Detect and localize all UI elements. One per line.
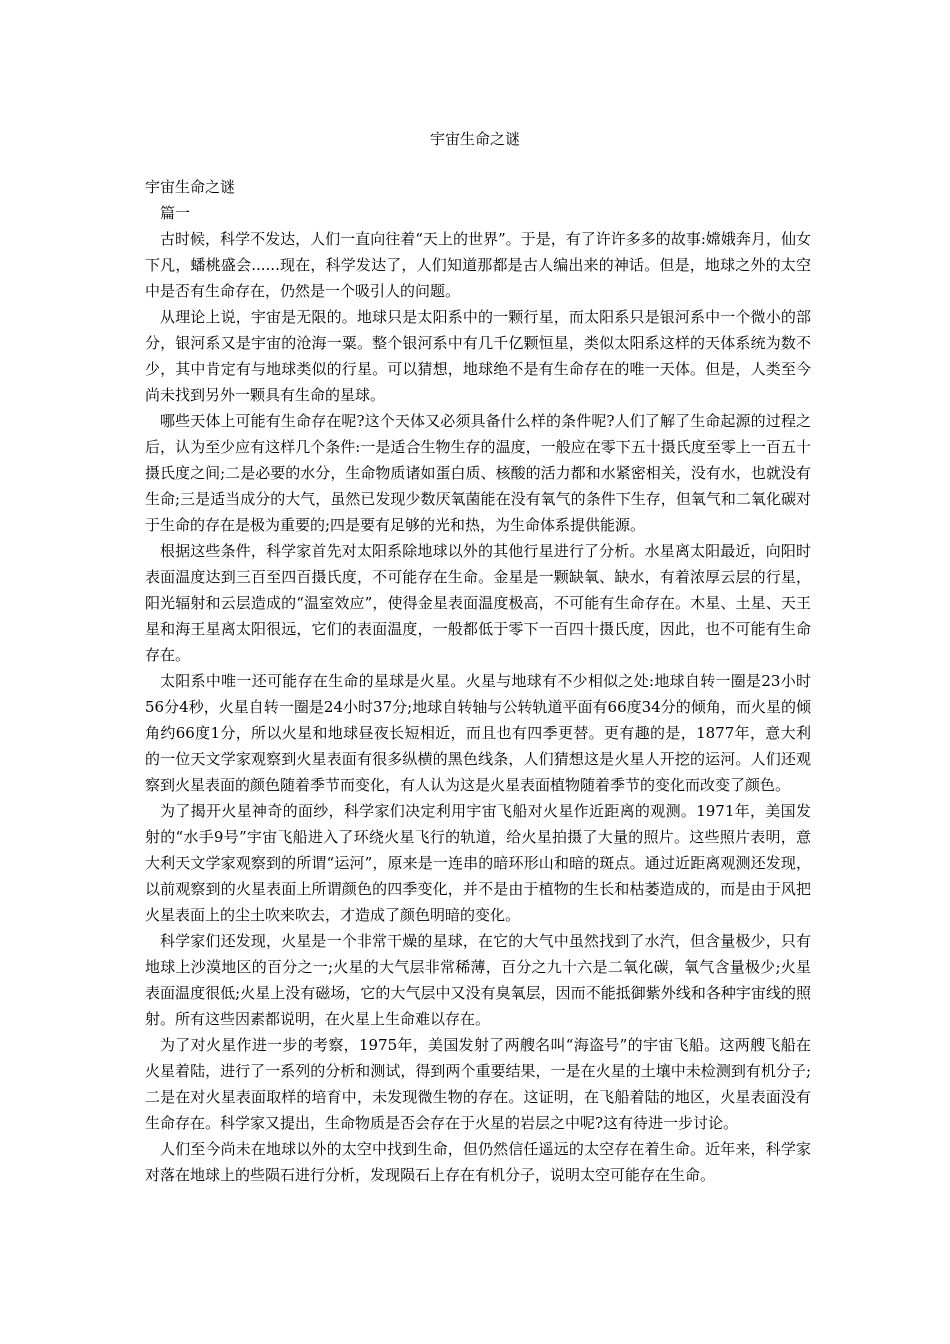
paragraph-4: 根据这些条件，科学家首先对太阳系除地球以外的其他行星进行了分析。水星离太阳最近，向阳时表面温度达到三百至四百摄氏度，不可能存在生命。金星是一颗缺氧、缺水，有着浓厚云层的行星，阳光辐射和云层造成的“温室效应”，使得金星表面温度极高，不可能有生命存在。木星、土星、天王星和海王星离太阳很远，它们的表面温度，一般都低于零下一百四十摄氏度，因此，也不可能有生命存在。	[145, 542, 811, 664]
paragraph-5: 太阳系中唯一还可能存在生命的星球是火星。火星与地球有不少相似之处:地球自转一圈是23小时56分4秒，火星自转一圈是24小时37分;地球自转轴与公转轨道平面有66度34分的倾角，而火星的倾角约66度1分，所以火星和地球昼夜长短相近，而且也有四季更替。更有趣的是，1877年，意大利的一位天文学家观察到火星表面有很多纵横的黑色线条，人们猜想这是火星人开挖的运河。人们还观察到火星表面的颜色随着季节而变化，有人认为这是火星表面植物随着季节的变化而改变了颜色。	[145, 672, 811, 794]
paragraph-7: 科学家们还发现，火星是一个非常干燥的星球，在它的大气中虽然找到了水汽，但含量极少，只有地球上沙漠地区的百分之一;火星的大气层非常稀薄，百分之九十六是二氧化碳，氧气含量极少;火星表面温度很低;火星上没有磁场，它的大气层中又没有臭氧层，因而不能抵御紫外线和各种宇宙线的照射。所有这些因素都说明，在火星上生命难以存在。	[145, 932, 811, 1028]
section-label: 篇一	[160, 204, 191, 222]
paragraph-9: 人们至今尚未在地球以外的太空中找到生命，但仍然信任遥远的太空存在着生命。近年来，科学家对落在地球上的些陨石进行分析，发现陨石上存在有机分子，说明太空可能存在生命。	[145, 1140, 811, 1184]
document-body	[145, 174, 811, 1188]
paragraph-8: 为了对火星作进一步的考察，1975年，美国发射了两艘名叫“海盗号”的宇宙飞船。这两艘飞船在火星着陆，进行了一系列的分析和测试，得到两个重要结果，一是在火星的土壤中未检测到有机分子;二是在对火星表面取样的培育中，未发现微生物的存在。这证明，在飞船着陆的地区，火星表面没有生命存在。科学家又提出，生命物质是否会存在于火星的岩层之中呢?这有待进一步讨论。	[145, 1036, 811, 1132]
paragraph-2: 从理论上说，宇宙是无限的。地球只是太阳系中的一颗行星，而太阳系只是银河系中一个微小的部分，银河系又是宇宙的沧海一粟。整个银河系中有几千亿颗恒星，类似太阳系这样的天体系统为数不少，其中肯定有与地球类似的行星。可以猜想，地球绝不是有生命存在的唯一天体。但是，人类至今尚未找到另外一颗具有生命的星球。	[145, 308, 811, 404]
document-title: 宇宙生命之谜	[429, 130, 520, 148]
article-heading: 宇宙生命之谜	[145, 178, 236, 196]
paragraph-6: 为了揭开火星神奇的面纱，科学家们决定利用宇宙飞船对火星作近距离的观测。1971年，美国发射的“水手9号”宇宙飞船进入了环绕火星飞行的轨道，给火星拍摄了大量的照片。这些照片表明，意大利天文学家观察到的所谓“运河”，原来是一连串的暗环形山和暗的斑点。通过近距离观测还发现，以前观察到的火星表面上所谓颜色的四季变化，并不是由于植物的生长和枯萎造成的，而是由于风把火星表面上的尘土吹来吹去，才造成了颜色明暗的变化。	[145, 802, 811, 924]
paragraph-3: 哪些天体上可能有生命存在呢?这个天体又必须具备什么样的条件呢?人们了解了生命起源的过程之后，认为至少应有这样几个条件:一是适合生物生存的温度，一般应在零下五十摄氏度至零上一百五十摄氏度之间;二是必要的水分，生命物质诸如蛋白质、核酸的活力都和水紧密相关，没有水，也就没有生命;三是适当成分的大气，虽然已发现少数厌氧菌能在没有氧气的条件下生存，但氧气和二氧化碳对于生命的存在是极为重要的;四是要有足够的光和热，为生命体系提供能源。	[145, 412, 811, 534]
paragraph-1: 古时候，科学不发达，人们一直向往着“天上的世界”。于是，有了许许多多的故事:嫦娥奔月，仙女下凡，蟠桃盛会......现在，科学发达了，人们知道那都是古人编出来的神话。但是，地球之外的太空中是否有生命存在，仍然是一个吸引人的问题。	[145, 230, 811, 300]
